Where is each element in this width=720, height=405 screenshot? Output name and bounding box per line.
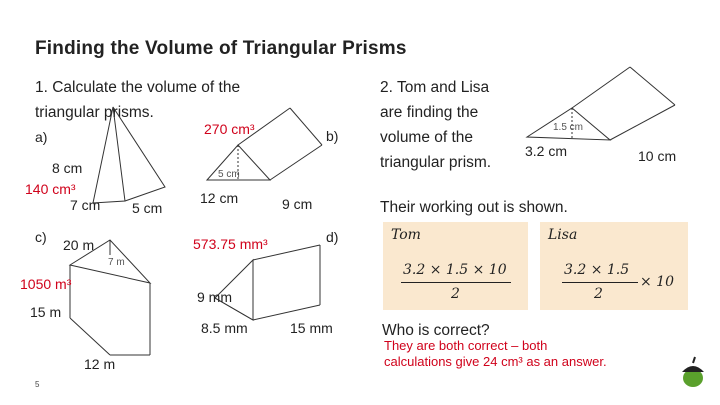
q2-prompt-line4: triangular prism. <box>380 154 492 171</box>
q2-working-caption: Their working out is shown. <box>380 199 568 216</box>
q1d-dim-height: 9 mm <box>197 289 232 305</box>
q1b-dim-length: 9 cm <box>282 196 313 212</box>
tom-denominator: 2 <box>451 286 460 302</box>
lisa-name: Lisa <box>548 227 578 243</box>
page-title: Finding the Volume of Triangular Prisms <box>35 38 407 59</box>
q1d-dim-base: 8.5 mm <box>201 320 248 336</box>
tom-numerator: 3.2 × 1.5 × 10 <box>403 262 507 278</box>
lisa-multiplier: × 10 <box>640 274 674 290</box>
q2-answer-line1: They are both correct – both <box>384 338 548 353</box>
q2-dim-length: 10 cm <box>638 148 677 164</box>
prism-a-shape <box>93 107 165 203</box>
q2-answer-line2: calculations give 24 cm³ as an answer. <box>384 354 607 369</box>
q1-prompt-line1: 1. Calculate the volume of the <box>35 79 241 96</box>
q1c-dim-top: 20 m <box>63 237 95 253</box>
q1c-dim-side: 15 m <box>30 304 62 320</box>
q2-dim-base: 3.2 cm <box>525 143 568 159</box>
q1c-label: c) <box>35 229 47 245</box>
q2-dim-height: 1.5 cm <box>553 122 584 133</box>
tom-working-card <box>383 222 528 310</box>
lisa-numerator: 3.2 × 1.5 <box>564 262 630 278</box>
q1a-answer: 140 cm³ <box>25 181 76 197</box>
q2-prompt-line1: 2. Tom and Lisa <box>380 79 490 96</box>
q1a-dim-length: 5 cm <box>132 200 163 216</box>
acorn-logo <box>682 357 704 387</box>
q1b-answer: 270 cm³ <box>204 121 255 137</box>
q1d-label: d) <box>326 229 339 245</box>
q1b-dim-height: 5 cm <box>218 169 240 180</box>
q1a-label: a) <box>35 129 48 145</box>
tom-name: Tom <box>391 227 421 243</box>
lisa-working-card <box>540 222 688 310</box>
q2-question: Who is correct? <box>382 322 490 339</box>
q1d-dim-length: 15 mm <box>290 320 333 336</box>
q1c-dim-height: 7 m <box>108 257 125 268</box>
q1d-answer: 573.75 mm³ <box>193 236 268 252</box>
q1c-dim-base: 12 m <box>84 356 116 372</box>
q2-prompt-line3: volume of the <box>380 129 474 146</box>
lisa-denominator: 2 <box>594 286 603 302</box>
q2-prompt-line2: are finding the <box>380 104 479 121</box>
tom-fraction-bar <box>401 282 511 283</box>
lisa-fraction-bar <box>562 282 638 283</box>
q1b-label: b) <box>326 128 339 144</box>
q1a-dim-height: 8 cm <box>52 160 83 176</box>
q1a-dim-base: 7 cm <box>70 197 101 213</box>
prism-q2-shape <box>527 67 675 140</box>
q1-prompt-line2: triangular prisms. <box>35 104 154 121</box>
q1c-answer: 1050 m³ <box>20 276 72 292</box>
page-number: 5 <box>35 380 40 389</box>
q1b-dim-base: 12 cm <box>200 190 239 206</box>
prism-d-shape <box>215 245 320 320</box>
